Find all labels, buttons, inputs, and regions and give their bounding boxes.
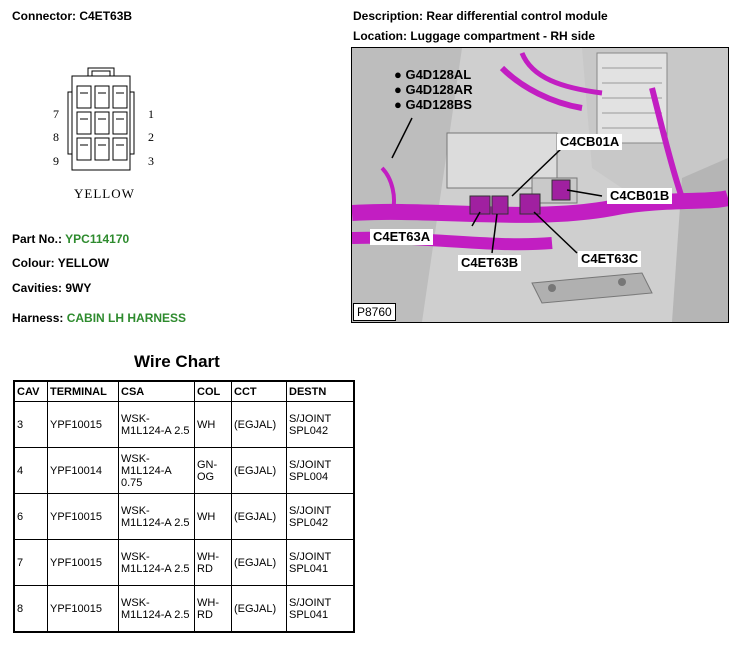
cell-csa: WSK-M1L124-A 2.5 [119, 540, 195, 586]
pin-label-2: 2 [148, 130, 154, 144]
callout-g4d128al-text: G4D128AL [405, 67, 472, 82]
header-col: COL [195, 381, 232, 402]
location-row [353, 29, 595, 43]
cavities-value: 9WY [65, 281, 92, 295]
cavities-label: Cavities: [12, 281, 63, 295]
pin-label-3: 3 [148, 154, 154, 168]
wire-chart-title: Wire Chart [134, 352, 220, 371]
connector-colour-caption: YELLOW [74, 186, 135, 201]
header-destn: DESTN [287, 381, 355, 402]
cell-cct: (EGJAL) [232, 448, 287, 494]
colour-label: Colour: [12, 256, 55, 270]
cell-cav: 8 [14, 586, 48, 633]
cell-csa: WSK-M1L124-A 2.5 [119, 494, 195, 540]
callout-c4et63b: C4ET63B [458, 255, 521, 271]
table-row [14, 494, 354, 540]
cell-csa: WSK-M1L124-A 2.5 [119, 586, 195, 633]
cell-terminal: YPF10015 [48, 494, 119, 540]
location-label: Location: [353, 29, 407, 43]
connector-value: C4ET63B [79, 9, 133, 23]
cell-cav: 3 [14, 402, 48, 448]
cell-csa: WSK-M1L124-A 2.5 [119, 402, 195, 448]
location-photo [351, 47, 729, 323]
connector-diagram [40, 62, 170, 202]
callout-c4et63a: C4ET63A [370, 229, 433, 245]
cell-cav: 7 [14, 540, 48, 586]
photo-code: P8760 [353, 303, 396, 321]
callout-g4d128bs-text: G4D128BS [405, 97, 472, 112]
cell-cav: 6 [14, 494, 48, 540]
cell-cav: 4 [14, 448, 48, 494]
pin-label-1: 1 [148, 107, 154, 121]
callout-g4d128bs: ● G4D128BS [394, 97, 472, 112]
cell-col: WH-RD [195, 540, 232, 586]
harness-row [12, 311, 186, 325]
wire-chart-table [13, 380, 355, 633]
table-row [14, 402, 354, 448]
table-row [14, 540, 354, 586]
connector-label: Connector: [12, 9, 76, 23]
description-label: Description: [353, 9, 424, 23]
pin-label-7: 7 [53, 107, 59, 121]
cell-destn: S/JOINT SPL042 [287, 494, 355, 540]
table-row [14, 448, 354, 494]
cell-csa: WSK-M1L124-A 0.75 [119, 448, 195, 494]
cell-cct: (EGJAL) [232, 494, 287, 540]
pin-label-8: 8 [53, 130, 59, 144]
cell-col: GN-OG [195, 448, 232, 494]
callout-c4cb01b: C4CB01B [607, 188, 672, 204]
cell-destn: S/JOINT SPL004 [287, 448, 355, 494]
cell-destn: S/JOINT SPL042 [287, 402, 355, 448]
cell-destn: S/JOINT SPL041 [287, 540, 355, 586]
cell-cct: (EGJAL) [232, 402, 287, 448]
wire-chart-header-row [14, 381, 354, 402]
cell-cct: (EGJAL) [232, 586, 287, 633]
pin-label-9: 9 [53, 154, 59, 168]
callout-c4cb01a: C4CB01A [557, 134, 622, 150]
table-row [14, 586, 354, 633]
description-value: Rear differential control module [426, 9, 608, 23]
cell-terminal: YPF10014 [48, 448, 119, 494]
cell-col: WH [195, 494, 232, 540]
callout-c4et63c: C4ET63C [578, 251, 641, 267]
part-no-label: Part No.: [12, 232, 63, 246]
part-no-value: YPC114170 [65, 232, 130, 246]
callout-g4d128ar: ● G4D128AR [394, 82, 473, 97]
cell-terminal: YPF10015 [48, 586, 119, 633]
callout-g4d128al: ● G4D128AL [394, 67, 472, 82]
cell-col: WH [195, 402, 232, 448]
cell-destn: S/JOINT SPL041 [287, 586, 355, 633]
cavities-row [12, 281, 91, 295]
cell-cct: (EGJAL) [232, 540, 287, 586]
description-row [353, 9, 608, 23]
header-csa: CSA [119, 381, 195, 402]
part-no-row [12, 232, 129, 246]
cell-col: WH-RD [195, 586, 232, 633]
header-cav: CAV [14, 381, 48, 402]
colour-row [12, 256, 109, 270]
callout-g4d128ar-text: G4D128AR [405, 82, 473, 97]
colour-value: YELLOW [57, 256, 110, 270]
harness-label: Harness: [12, 311, 64, 325]
header-terminal: TERMINAL [48, 381, 119, 402]
connector-heading [12, 9, 132, 23]
cell-terminal: YPF10015 [48, 540, 119, 586]
location-value: Luggage compartment - RH side [410, 29, 596, 43]
cell-terminal: YPF10015 [48, 402, 119, 448]
harness-value: CABIN LH HARNESS [66, 311, 187, 325]
header-cct: CCT [232, 381, 287, 402]
